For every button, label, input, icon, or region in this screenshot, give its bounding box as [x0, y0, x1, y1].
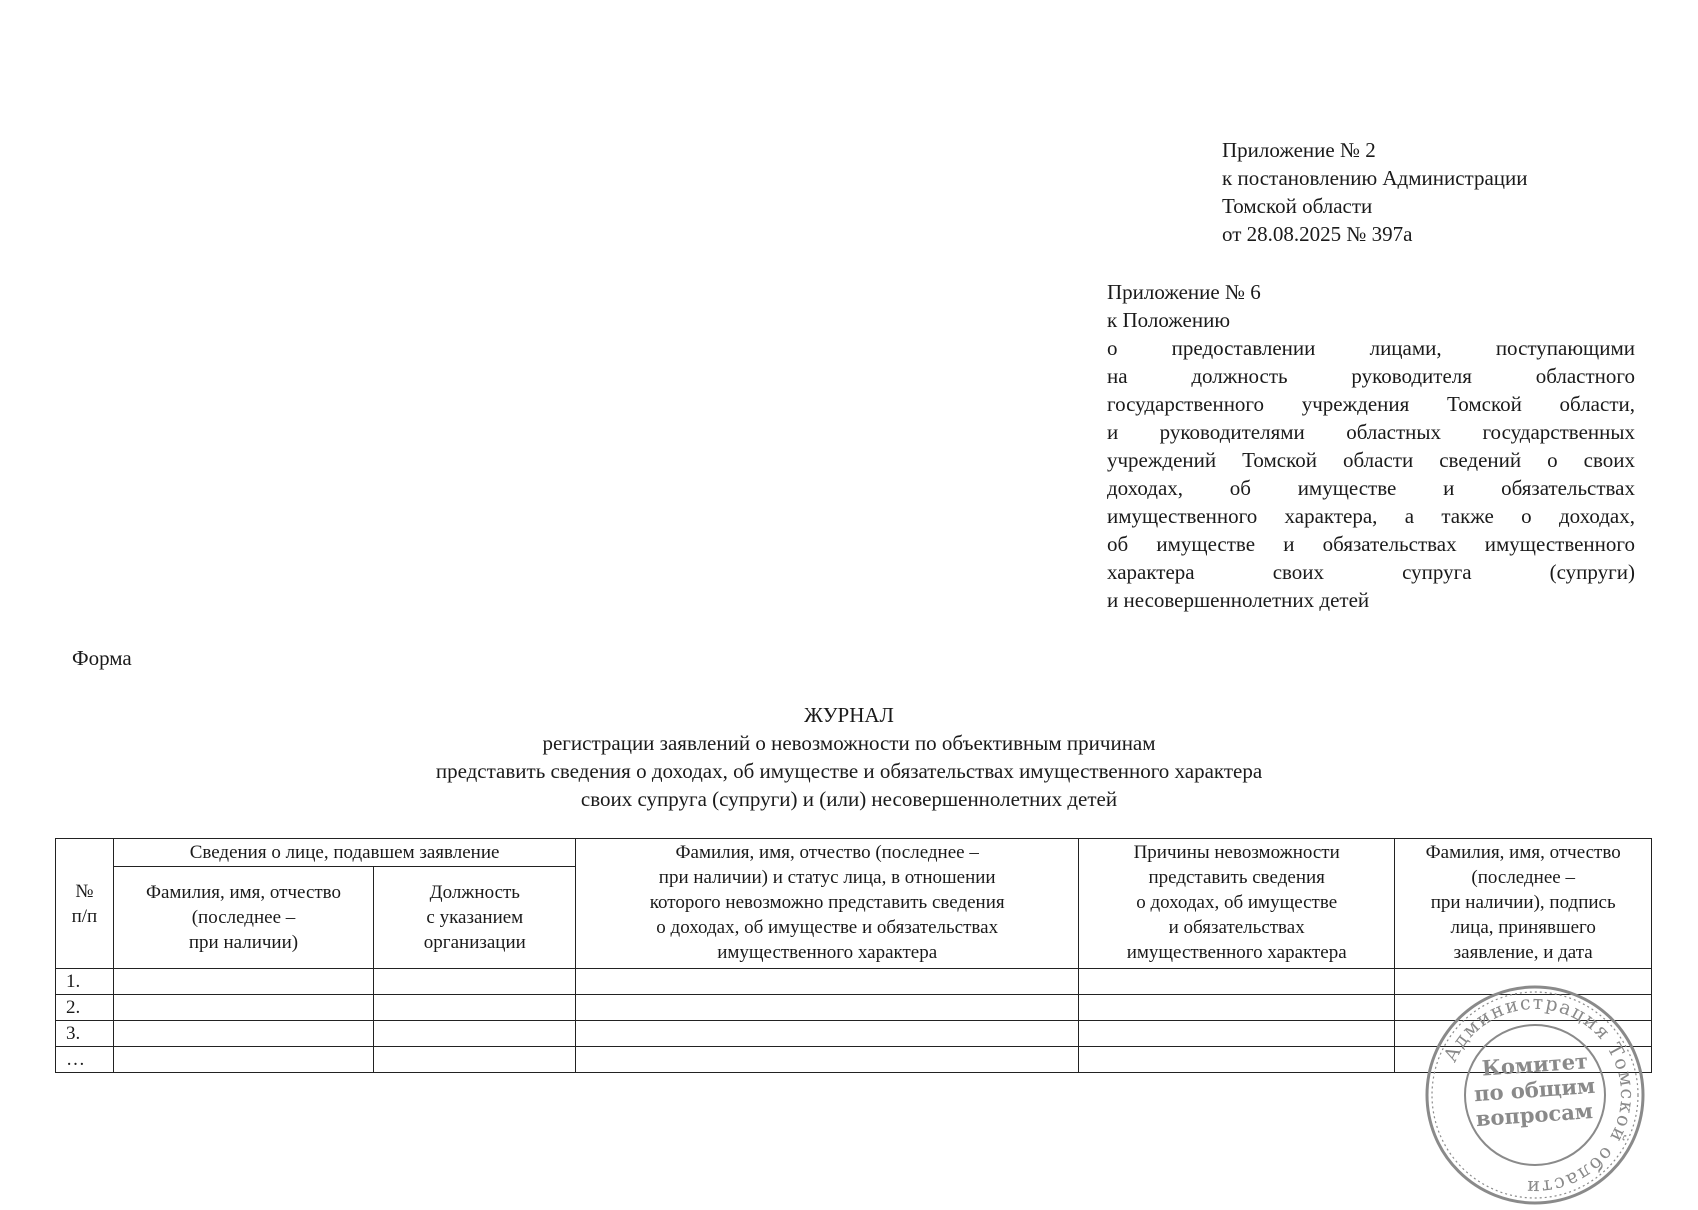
table-cell: [1079, 1021, 1395, 1047]
table-cell: [113, 995, 373, 1021]
stamp-center-line: Комитет: [1480, 1048, 1589, 1081]
annex-6-subtitle: к Положению: [1107, 308, 1231, 332]
journal-heading: ЖУРНАЛ: [804, 703, 894, 727]
table-cell: [1079, 995, 1395, 1021]
journal-table: [55, 838, 1652, 1073]
annex-2-line: к постановлению Администрации: [1222, 166, 1528, 190]
form-label: Форма: [72, 646, 132, 670]
journal-subtitle-line: своих супруга (супруги) и (или) несовершеннолетних детей: [580, 787, 1118, 811]
annex-2-line: Приложение № 2: [1222, 138, 1376, 162]
annex-2-line: от 28.08.2025 № 397а: [1222, 222, 1413, 246]
stamp-center-line: по общим: [1473, 1072, 1596, 1107]
annex-6-header: [1107, 278, 1635, 614]
table-row: [56, 1047, 1652, 1073]
annex-6-body-line: о предоставлении лицами, поступающими: [1107, 336, 1635, 360]
col-header-fio: Фамилия, имя, отчество (последнее – при наличии): [113, 867, 373, 969]
table-cell: [113, 1047, 373, 1073]
annex-6-body-line: имущественного характера, а также о доходах,: [1107, 504, 1635, 528]
table-cell: [576, 995, 1079, 1021]
annex-6-body-line: учреждений Томской области сведений о своих: [1107, 448, 1635, 472]
table-row: [56, 969, 1652, 995]
table-cell: [1079, 1047, 1395, 1073]
table-cell: [374, 969, 576, 995]
table-cell: [576, 1047, 1079, 1073]
annex-6-body-line: и руководителями областных государственных: [1107, 420, 1635, 444]
annex-6-body-line: доходах, об имуществе и обязательствах: [1107, 476, 1635, 500]
stamp-center-line: вопросам: [1474, 1098, 1594, 1132]
table-row: [56, 995, 1652, 1021]
journal-title: [0, 701, 1698, 813]
annex-6-body-line: государственного учреждения Томской области,: [1107, 392, 1635, 416]
journal-subtitle-line: представить сведения о доходах, об имуществе и обязательствах имущественного характера: [435, 759, 1263, 783]
stamp-ring-text: Администрация Томской области: [1439, 991, 1639, 1199]
row-number: …: [56, 1047, 114, 1073]
table-cell: [374, 995, 576, 1021]
col-header-reasons: Причины невозможности представить сведения о доходах, об имуществе и обязательствах имущественного характера: [1079, 839, 1395, 969]
col-header-position: Должность с указанием организации: [374, 867, 576, 969]
annex-6-body-line: об имуществе и обязательствах имущественного: [1107, 532, 1635, 556]
journal-subtitle-line: регистрации заявлений о невозможности по объективным причинам: [542, 731, 1156, 755]
annex-6-body-last-line: и несовершеннолетних детей: [1107, 588, 1370, 612]
annex-6-body-line: характера своих супруга (супруги): [1107, 560, 1635, 584]
table-cell: [113, 969, 373, 995]
table-cell: [113, 1021, 373, 1047]
table-cell: [576, 1021, 1079, 1047]
col-header-receiver: Фамилия, имя, отчество (последнее – при наличии), подпись лица, принявшего заявление, и дата: [1395, 839, 1652, 969]
annex-6-title: Приложение № 6: [1107, 280, 1261, 304]
annex-2-header: [1222, 136, 1642, 248]
row-number: 1.: [56, 969, 114, 995]
official-stamp: [1420, 980, 1650, 1210]
table-cell: [576, 969, 1079, 995]
annex-2-line: Томской области: [1222, 194, 1373, 218]
col-group-header-applicant: Сведения о лице, подавшем заявление: [113, 839, 576, 867]
row-number: 3.: [56, 1021, 114, 1047]
table-cell: [374, 1047, 576, 1073]
col-header-relative: Фамилия, имя, отчество (последнее – при наличии) и статус лица, в отношении которого невозможно представить сведения о доходах, об имуществе и обязательствах имущественного характера: [576, 839, 1079, 969]
table-cell: [374, 1021, 576, 1047]
row-number: 2.: [56, 995, 114, 1021]
stamp-center-text-group: [1473, 1048, 1596, 1131]
col-header-number: № п/п: [56, 839, 114, 969]
table-row: [56, 1021, 1652, 1047]
table-cell: [1079, 969, 1395, 995]
annex-6-body-line: на должность руководителя областного: [1107, 364, 1635, 388]
